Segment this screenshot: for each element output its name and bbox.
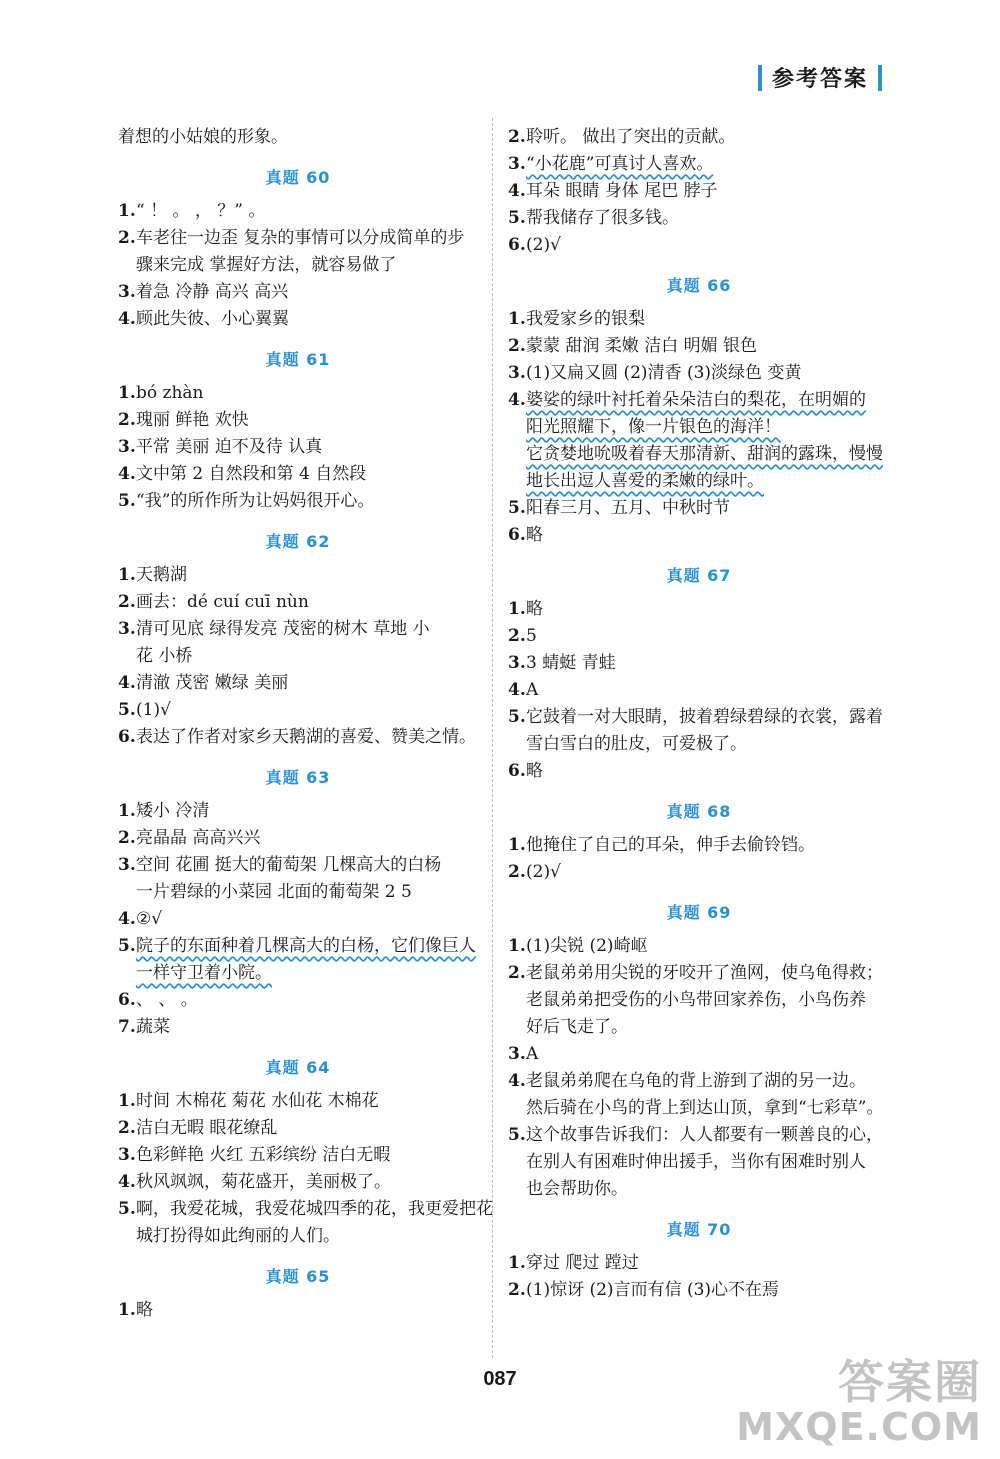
answer-text: 着想的小姑娘的形象。	[118, 127, 288, 147]
answer-line	[118, 933, 478, 960]
answer-line	[118, 488, 478, 515]
answer-line	[508, 178, 890, 205]
section-title: 真题 63	[265, 768, 331, 787]
question-number: 5.	[508, 208, 526, 228]
answer-text: 阳光照耀下，像一片银色的海洋！	[526, 417, 781, 437]
answer-text: 色彩鲜艳 火红 五彩缤纷 洁白无暇	[136, 1145, 391, 1165]
answer-text: 啊，我爱花城，我爱花城四季的花，我更爱把花	[136, 1199, 493, 1219]
answer-text: 画去：dé cuí cuī nùn	[136, 592, 309, 612]
answer-line	[118, 643, 478, 670]
answer-line	[508, 933, 890, 960]
question-number: 6.	[508, 761, 526, 781]
answer-line	[118, 1223, 478, 1250]
answer-text: 瑰丽 鲜艳 欢快	[136, 410, 249, 430]
question-number: 1.	[508, 309, 526, 329]
answer-line	[118, 1196, 493, 1223]
question-number: 4.	[508, 1071, 526, 1091]
answer-line	[508, 1149, 890, 1176]
question-number: 1.	[508, 936, 526, 956]
question-number: 6.	[508, 235, 526, 255]
question-number: 4.	[508, 680, 526, 700]
answer-text: 骤来完成 掌握好方法，就容易做了	[136, 255, 397, 275]
section-title: 真题 65	[265, 1267, 331, 1286]
answer-line	[118, 1014, 478, 1041]
answer-line	[508, 1122, 890, 1149]
answer-text: 花 小桥	[136, 646, 193, 666]
answer-text: 文中第 2 自然段和第 4 自然段	[136, 464, 367, 484]
answer-text: (1)尖锐 (2)崎岖	[526, 936, 648, 956]
answer-line	[508, 1014, 890, 1041]
answer-text: 在别人有困难时伸出援手，当你有困难时别人	[526, 1152, 866, 1172]
question-number: 6.	[118, 727, 136, 747]
answer-text: 院子的东面种着几棵高大的白杨，它们像巨人	[136, 936, 476, 956]
answer-line	[508, 124, 890, 151]
question-number: 4.	[118, 309, 136, 329]
section-title: 真题 68	[666, 802, 732, 821]
question-number: 2.	[118, 1118, 136, 1138]
question-number: 1.	[118, 565, 136, 585]
answer-text: 它贪婪地吮吸着春天那清新、甜润的露珠，慢慢	[526, 444, 883, 464]
answer-text: 、 、 。	[136, 990, 198, 1010]
answer-line	[508, 1041, 890, 1068]
answer-text: 聆听。 做出了突出的贡献。	[526, 127, 736, 147]
section-title: 真题 67	[666, 566, 732, 585]
page-number: 087	[483, 1368, 517, 1390]
question-number: 5.	[508, 1125, 526, 1145]
answer-line	[118, 825, 478, 852]
watermark-url: MXQE.COM	[736, 1405, 982, 1450]
answer-text: 矮小 冷清	[136, 801, 210, 821]
question-number: 2.	[118, 828, 136, 848]
answer-line	[508, 650, 890, 677]
answer-text: 穿过 爬过 蹚过	[526, 1253, 639, 1273]
answer-text: 空间 花圃 挺大的葡萄架 几棵高大的白杨	[136, 855, 442, 875]
answer-text: 老鼠弟弟把受伤的小鸟带回家养伤，小鸟伤养	[526, 990, 866, 1010]
answer-line	[118, 589, 478, 616]
answer-text: A	[526, 1044, 539, 1064]
answer-text: 婆娑的绿叶衬托着朵朵洁白的梨花，在明媚的	[526, 390, 866, 410]
answer-line	[118, 670, 478, 697]
answer-line	[118, 198, 478, 225]
answer-text: 3 蜻蜓 青蛙	[526, 653, 616, 673]
answer-text: 略	[526, 761, 543, 781]
header-label	[748, 62, 892, 93]
question-number: 4.	[508, 390, 526, 410]
answer-line	[508, 960, 890, 987]
answer-line	[118, 306, 478, 333]
section-title: 真题 64	[265, 1058, 331, 1077]
answer-text: (2)√	[526, 862, 561, 882]
answer-text: 帮我储存了很多钱。	[526, 208, 679, 228]
answer-text: (2)√	[526, 235, 561, 255]
answer-text: 老鼠弟弟爬在乌龟的背上游到了湖的另一边。	[526, 1071, 866, 1091]
answer-line	[118, 906, 478, 933]
answer-line	[508, 1068, 890, 1095]
header-title: 参考答案	[771, 67, 868, 92]
answer-line	[118, 407, 478, 434]
answer-line	[508, 1250, 890, 1277]
answer-line	[118, 1115, 478, 1142]
answer-text: 亮晶晶 高高兴兴	[136, 828, 261, 848]
answer-line	[118, 1297, 478, 1324]
answer-line	[118, 562, 478, 589]
section-title: 真题 60	[265, 168, 331, 187]
answer-text: ②√	[136, 909, 163, 929]
answer-line	[118, 252, 478, 279]
answer-text: 它鼓着一对大眼睛，披着碧绿碧绿的衣裳，露着	[526, 707, 883, 727]
question-number: 2.	[118, 410, 136, 430]
answer-text: 表达了作者对家乡天鹅湖的喜爱、赞美之情。	[136, 727, 476, 747]
answer-line	[508, 704, 890, 731]
answer-text: “我”的所作所为让妈妈很开心。	[136, 491, 375, 511]
answer-text: (1)又扁又圆 (2)清香 (3)淡绿色 变黄	[526, 363, 802, 383]
question-number: 3.	[118, 437, 136, 457]
header-bar-left	[758, 65, 762, 91]
answer-line	[508, 522, 890, 549]
question-number: 2.	[508, 336, 526, 356]
answer-text: (1)√	[136, 700, 171, 720]
answer-line	[508, 333, 890, 360]
answer-text: bó zhàn	[136, 383, 204, 403]
section-title: 真题 62	[265, 532, 331, 551]
left-column	[118, 124, 493, 1324]
answer-line	[118, 461, 478, 488]
answer-line	[508, 623, 890, 650]
answer-line	[118, 697, 478, 724]
answer-text: 阳春三月、五月、中秋时节	[526, 498, 730, 518]
question-number: 6.	[118, 990, 136, 1010]
answer-line	[118, 1088, 478, 1115]
question-number: 2.	[508, 626, 526, 646]
question-number: 3.	[118, 619, 136, 639]
answer-text: “小花鹿”可真讨人喜欢。	[526, 154, 714, 174]
answer-text: 略	[526, 599, 543, 619]
answer-text: 也会帮助你。	[526, 1179, 628, 1199]
answer-line	[118, 1169, 478, 1196]
question-number: 2.	[508, 1280, 526, 1300]
answer-text: 洁白无暇 眼花缭乱	[136, 1118, 278, 1138]
answer-line	[508, 468, 890, 495]
answer-text: 略	[526, 525, 543, 545]
section-title: 真题 66	[666, 276, 732, 295]
answer-line	[508, 360, 890, 387]
question-number: 2.	[118, 228, 136, 248]
answer-line	[508, 677, 890, 704]
question-number: 1.	[508, 835, 526, 855]
answer-text: (1)惊讶 (2)言而有信 (3)心不在焉	[526, 1280, 780, 1300]
answer-text: 略	[136, 1300, 153, 1320]
answer-line	[508, 758, 890, 785]
answer-text: 我爱家乡的银梨	[526, 309, 645, 329]
answer-line	[508, 495, 890, 522]
answer-line	[508, 731, 890, 758]
question-number: 4.	[118, 1172, 136, 1192]
answer-line	[118, 724, 478, 751]
answer-line	[508, 232, 890, 259]
question-number: 3.	[118, 1145, 136, 1165]
answer-text: A	[526, 680, 539, 700]
answer-line	[508, 1277, 890, 1304]
answer-line	[508, 859, 890, 886]
question-number: 1.	[118, 383, 136, 403]
question-number: 2.	[508, 127, 526, 147]
answer-line	[118, 987, 478, 1014]
question-number: 5.	[118, 936, 136, 956]
answer-text: 5	[526, 626, 537, 646]
answer-line	[118, 434, 478, 461]
question-number: 1.	[508, 1253, 526, 1273]
answer-text: 车老往一边歪 复杂的事情可以分成简单的步	[136, 228, 465, 248]
question-number: 3.	[118, 855, 136, 875]
answer-line	[118, 124, 478, 151]
column-divider	[492, 118, 493, 1358]
section-title: 真题 61	[265, 350, 331, 369]
answer-text: 蔬菜	[136, 1017, 170, 1037]
answer-text: 耳朵 眼睛 身体 尾巴 脖子	[526, 181, 718, 201]
answer-text: 雪白雪白的肚皮，可爱极了。	[526, 734, 747, 754]
question-number: 1.	[118, 1091, 136, 1111]
answer-line	[118, 279, 478, 306]
answer-line	[508, 414, 890, 441]
question-number: 3.	[508, 154, 526, 174]
question-number: 3.	[118, 282, 136, 302]
question-number: 3.	[508, 653, 526, 673]
question-number: 2.	[118, 592, 136, 612]
question-number: 1.	[118, 1300, 136, 1320]
answer-line	[118, 225, 478, 252]
answer-text: 城打扮得如此绚丽的人们。	[136, 1226, 340, 1246]
answer-line	[508, 1176, 890, 1203]
right-column	[508, 124, 890, 1304]
answer-text: 顾此失彼、小心翼翼	[136, 309, 289, 329]
question-number: 6.	[508, 525, 526, 545]
answer-text: 秋风飒飒，菊花盛开，美丽极了。	[136, 1172, 391, 1192]
answer-line	[118, 852, 478, 879]
answer-line	[508, 832, 890, 859]
section-title: 真题 70	[666, 1220, 732, 1239]
question-number: 5.	[508, 707, 526, 727]
question-number: 1.	[508, 599, 526, 619]
answer-text: “ ！ 。 ， ？” 。	[136, 201, 266, 221]
watermark-logo-text: 答案圈	[838, 1354, 982, 1409]
question-number: 5.	[118, 491, 136, 511]
answer-text: 他掩住了自己的耳朵，伸手去偷铃铛。	[526, 835, 815, 855]
question-number: 1.	[118, 201, 136, 221]
answer-line	[508, 987, 890, 1014]
answer-line	[118, 1142, 478, 1169]
question-number: 1.	[118, 801, 136, 821]
question-number: 3.	[508, 363, 526, 383]
question-number: 5.	[118, 700, 136, 720]
question-number: 7.	[118, 1017, 136, 1037]
answer-text: 然后骑在小鸟的背上到达山顶，拿到“七彩草”。	[526, 1098, 884, 1118]
answer-text: 时间 木棉花 菊花 水仙花 木棉花	[136, 1091, 379, 1111]
answer-line	[118, 798, 478, 825]
question-number: 5.	[118, 1199, 136, 1219]
question-number: 4.	[118, 464, 136, 484]
question-number: 4.	[508, 181, 526, 201]
answer-text: 一片碧绿的小菜园 北面的葡萄架 2 5	[136, 882, 412, 902]
answer-text: 天鹅湖	[136, 565, 187, 585]
answer-text: 地长出逗人喜爱的柔嫩的绿叶。	[526, 471, 764, 491]
answer-line	[508, 441, 890, 468]
question-number: 2.	[508, 963, 526, 983]
question-number: 4.	[118, 673, 136, 693]
answer-line	[508, 387, 890, 414]
answer-text: 好后飞走了。	[526, 1017, 628, 1037]
answer-text: 平常 美丽 迫不及待 认真	[136, 437, 323, 457]
question-number: 3.	[508, 1044, 526, 1064]
answer-line	[508, 596, 890, 623]
watermark	[736, 1354, 982, 1450]
section-title: 真题 69	[666, 903, 732, 922]
question-number: 5.	[508, 498, 526, 518]
answer-line	[118, 960, 478, 987]
answer-line	[508, 306, 890, 333]
answer-text: 清可见底 绿得发亮 茂密的树木 草地 小	[136, 619, 430, 639]
answer-text: 着急 冷静 高兴 高兴	[136, 282, 289, 302]
header-bar-right	[878, 65, 882, 91]
answer-line	[508, 151, 890, 178]
question-number: 4.	[118, 909, 136, 929]
answer-line	[118, 879, 478, 906]
answer-text: 一样守卫着小院。	[136, 963, 272, 983]
answer-line	[508, 205, 890, 232]
answer-line	[508, 1095, 890, 1122]
answer-text: 老鼠弟弟用尖锐的牙咬开了渔网，使乌龟得救；	[526, 963, 883, 983]
answer-text: 这个故事告诉我们：人人都要有一颗善良的心，	[526, 1125, 883, 1145]
answer-line	[118, 380, 478, 407]
answer-line	[118, 616, 478, 643]
answer-text: 清澈 茂密 嫩绿 美丽	[136, 673, 289, 693]
question-number: 2.	[508, 862, 526, 882]
answer-text: 蒙蒙 甜润 柔嫩 洁白 明媚 银色	[526, 336, 758, 356]
